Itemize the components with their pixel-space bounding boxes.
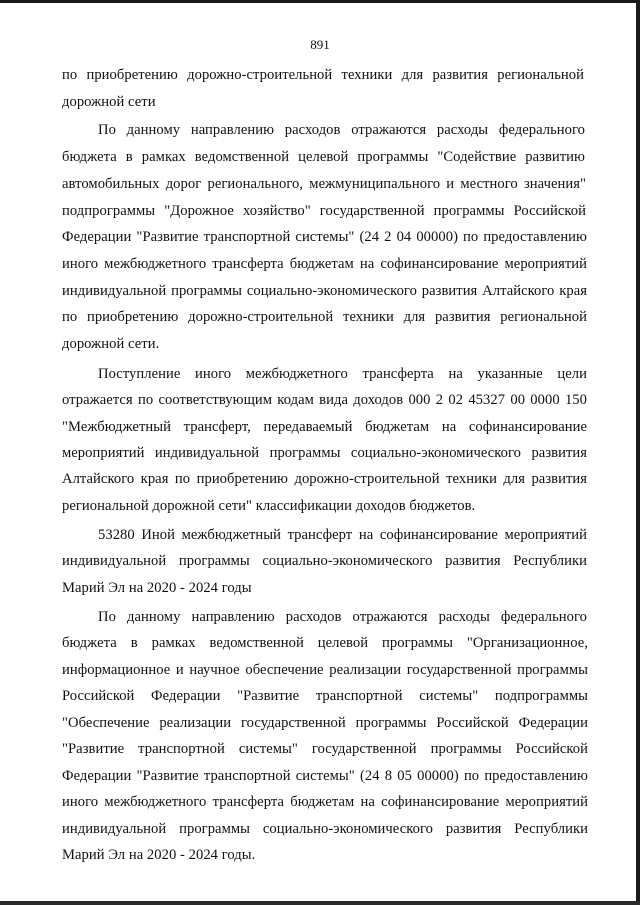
scan-edge-bottom (0, 901, 640, 905)
text-line: по приобретению дорожно-строительной техники для развития региональной (62, 309, 587, 325)
text-line: по приобретению дорожно-строительной техники для развития региональной (62, 67, 584, 83)
text-line: региональной дорожной сети" классификации доходов бюджетов. (62, 498, 476, 514)
text-line: информационное и научное обеспечение реализации государственной программы (62, 662, 588, 678)
text-line: Поступление иного межбюджетного трансферта на указанные цели (98, 366, 587, 382)
text-line: индивидуальной программы социально-экономического развития Республики (62, 821, 588, 837)
text-line: "Межбюджетный трансферт, передаваемый бюджетам на софинансирование (62, 419, 587, 435)
text-line: "Развитие транспортной системы" государственной программы Российской (62, 741, 588, 757)
text-line: "Обеспечение реализации государственной программы Российской Федерации (62, 715, 588, 731)
scan-edge-top (0, 0, 640, 3)
text-line: Алтайского края по приобретению дорожно-строительной техники для развития (62, 471, 587, 487)
page-number: 891 (310, 37, 330, 52)
text-line: По данному направлению расходов отражаются расходы федерального (98, 609, 587, 625)
text-line: подпрограммы "Дорожное хозяйство" государственной программы Российской (62, 203, 586, 219)
text-line: Федерации "Развитие транспортной системы" (24 2 04 00000) по предоставлению (62, 229, 587, 245)
scan-edge-right (636, 0, 640, 905)
text-line: иного межбюджетного трансферта бюджетам на софинансирование мероприятий (62, 794, 588, 810)
text-line: Марий Эл на 2020 - 2024 годы (62, 580, 252, 596)
text-line: иного межбюджетного трансферта бюджетам на софинансирование мероприятий (62, 256, 587, 272)
text-line: По данному направлению расходов отражаются расходы федерального (98, 122, 585, 138)
text-line: автомобильных дорог регионального, межмуниципального и местного значения" (62, 176, 586, 192)
text-line: Федерации "Развитие транспортной системы" (24 8 05 00000) по предоставлению (62, 768, 588, 784)
text-line: индивидуальной программы социально-экономического развития Республики (62, 553, 587, 569)
text-line: бюджета в рамках ведомственной целевой программы "Организационное, (62, 635, 588, 651)
text-line: мероприятий индивидуальной программы социально-экономического развития (62, 445, 587, 461)
text-line: дорожной сети (62, 94, 156, 110)
text-line: бюджета в рамках ведомственной целевой программы "Содействие развитию (62, 149, 585, 165)
text-line: Марий Эл на 2020 - 2024 годы. (62, 847, 256, 863)
text-line: индивидуальной программы социально-экономического развития Алтайского края (62, 283, 587, 299)
text-line: 53280 Иной межбюджетный трансферт на софинансирование мероприятий (98, 527, 587, 543)
text-line: Российской Федерации "Развитие транспортной системы" подпрограммы (62, 688, 588, 704)
text-line: отражается по соответствующим кодам вида доходов 000 2 02 45327 00 0000 150 (62, 392, 587, 408)
text-line: дорожной сети. (62, 336, 160, 352)
